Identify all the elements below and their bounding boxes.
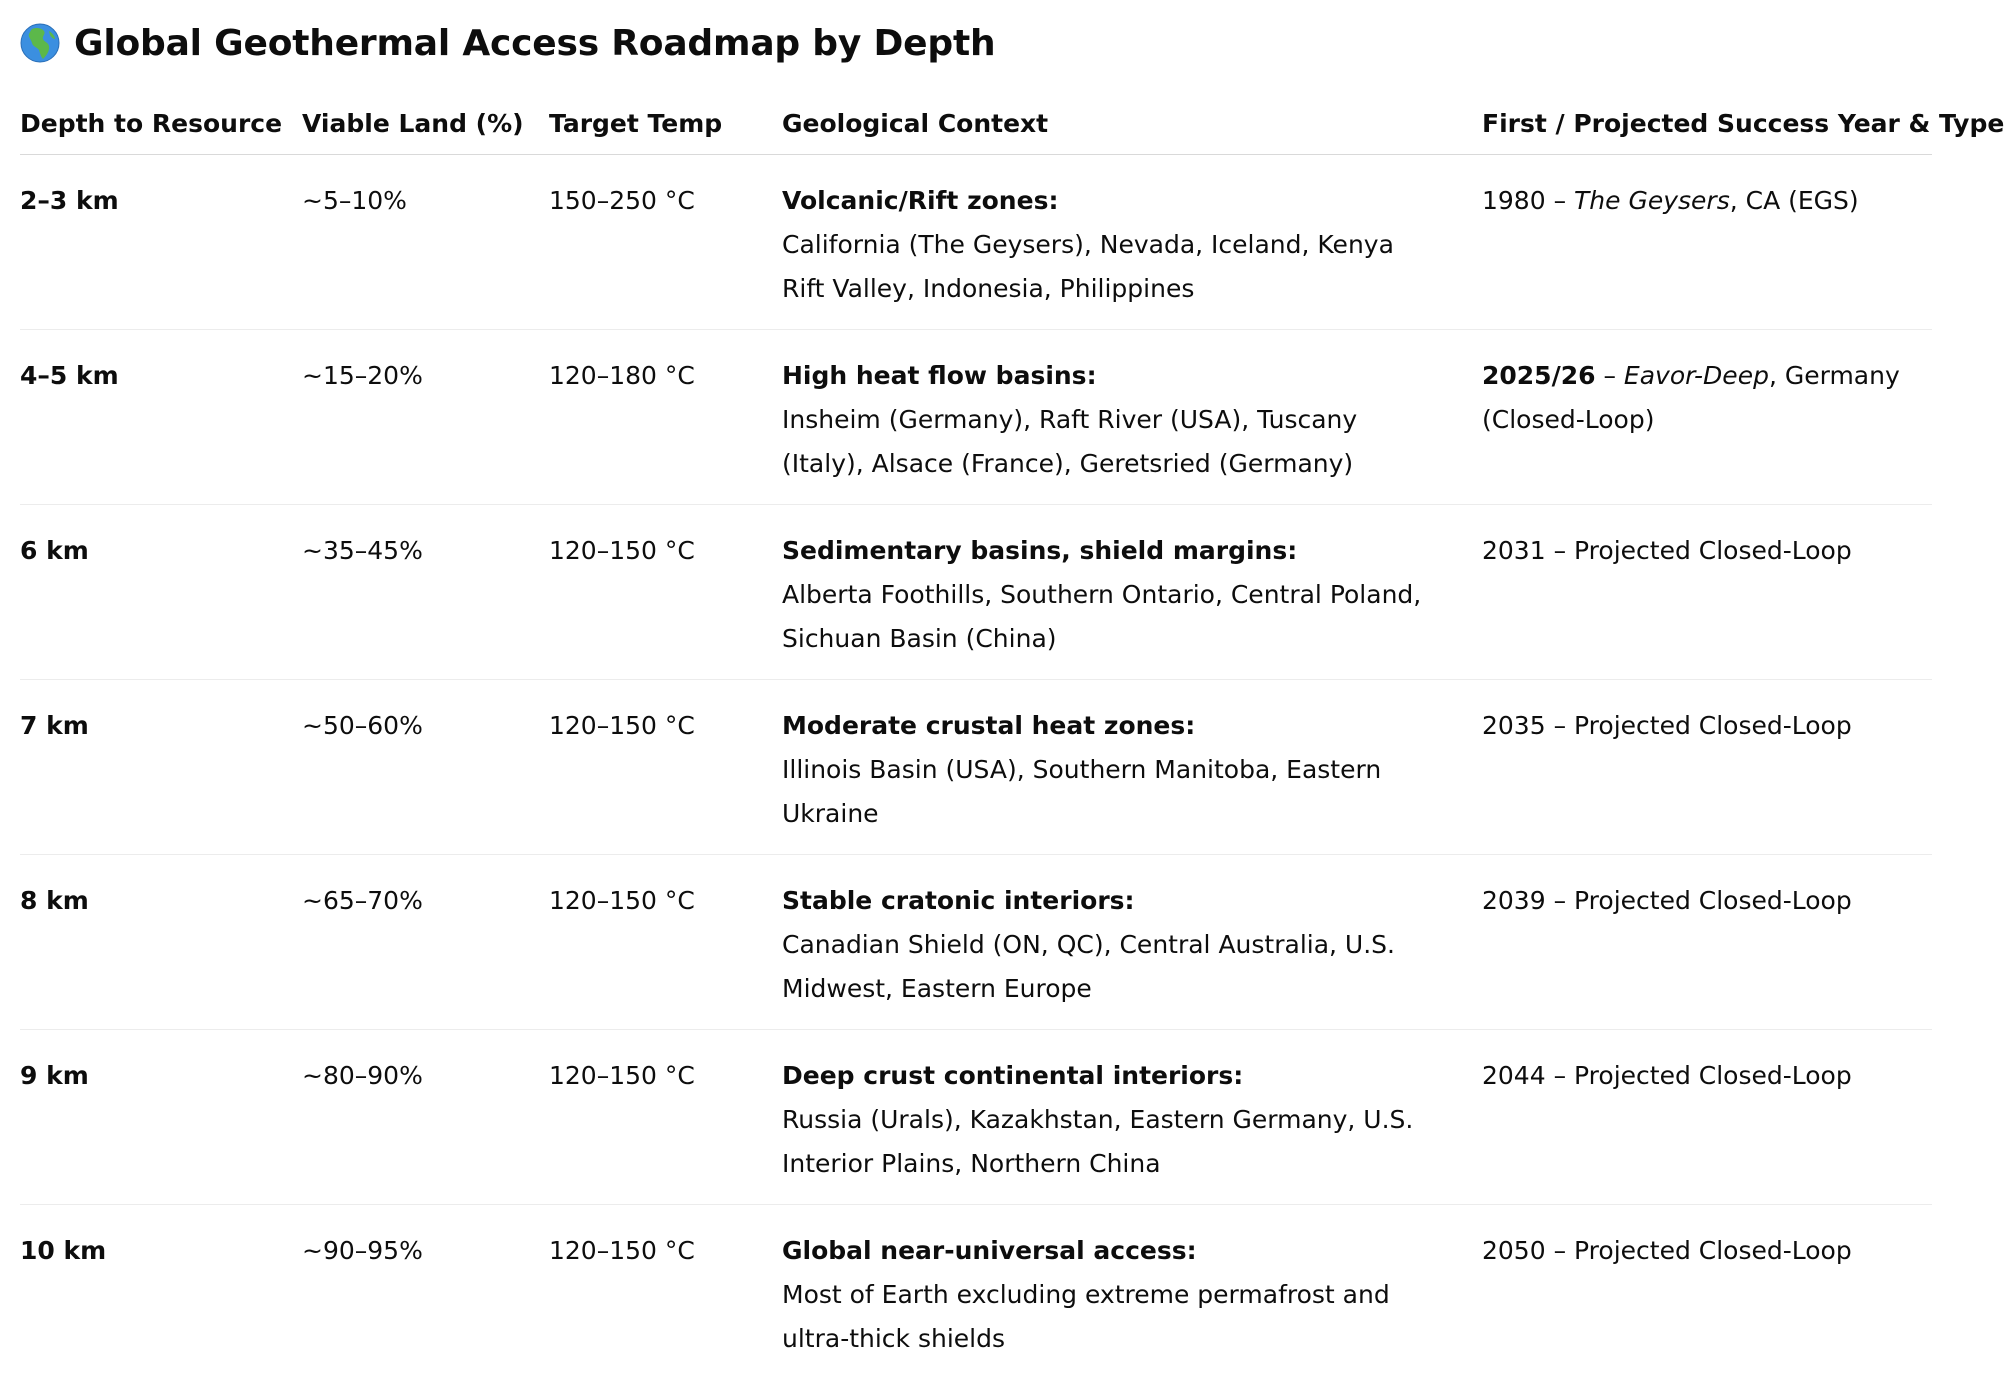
- table-row: [20, 680, 1932, 855]
- region-label: Stable cratonic interiors:: [782, 879, 1426, 923]
- table-header-row: [20, 92, 1932, 155]
- cell-success-year: [1482, 1030, 1932, 1205]
- separator: –: [1546, 186, 1574, 215]
- separator: –: [1546, 886, 1574, 915]
- cell-success-year: [1482, 855, 1932, 1030]
- year: 2031: [1482, 536, 1546, 565]
- region-places: Most of Earth excluding extreme permafrost and ultra-thick shields: [782, 1280, 1390, 1353]
- region-places: California (The Geysers), Nevada, Iceland, Kenya Rift Valley, Indonesia, Philippines: [782, 230, 1394, 303]
- cell-geological-context: [782, 1030, 1482, 1205]
- cell-geological-context: [782, 330, 1482, 505]
- project-detail: Projected Closed-Loop: [1574, 1061, 1852, 1090]
- cell-depth: 4–5 km: [20, 330, 302, 505]
- title-text: Global Geothermal Access Roadmap by Depth: [74, 23, 995, 64]
- cell-target-temp: 120–180 °C: [549, 330, 782, 505]
- region-label: High heat flow basins:: [782, 354, 1426, 398]
- separator: –: [1546, 1061, 1574, 1090]
- cell-viable-land: ~50–60%: [302, 680, 549, 855]
- table-row: [20, 505, 1932, 680]
- cell-target-temp: 120–150 °C: [549, 855, 782, 1030]
- year: 1980: [1482, 186, 1546, 215]
- cell-geological-context: [782, 1205, 1482, 1379]
- cell-depth: 8 km: [20, 855, 302, 1030]
- cell-depth: 9 km: [20, 1030, 302, 1205]
- cell-geological-context: [782, 855, 1482, 1030]
- cell-target-temp: 120–150 °C: [549, 505, 782, 680]
- project-name: Eavor-Deep: [1624, 361, 1769, 390]
- cell-target-temp: 120–150 °C: [549, 1205, 782, 1379]
- header-viable-land: Viable Land (%): [302, 92, 549, 155]
- cell-viable-land: ~35–45%: [302, 505, 549, 680]
- project-detail: Projected Closed-Loop: [1574, 711, 1852, 740]
- separator: –: [1596, 361, 1624, 390]
- table-row: [20, 1030, 1932, 1205]
- cell-success-year: [1482, 155, 1932, 330]
- cell-viable-land: ~65–70%: [302, 855, 549, 1030]
- header-depth: Depth to Resource: [20, 92, 302, 155]
- region-label: Moderate crustal heat zones:: [782, 704, 1426, 748]
- year: 2025/26: [1482, 361, 1596, 390]
- header-geological-context: Geological Context: [782, 92, 1482, 155]
- globe-icon: [20, 23, 60, 63]
- region-label: Sedimentary basins, shield margins:: [782, 529, 1426, 573]
- page-title: [20, 14, 1912, 72]
- roadmap-table: [20, 92, 1932, 1379]
- project-detail: Projected Closed-Loop: [1574, 886, 1852, 915]
- table-row: [20, 330, 1932, 505]
- cell-depth: 2–3 km: [20, 155, 302, 330]
- separator: –: [1546, 711, 1574, 740]
- table-row: [20, 155, 1932, 330]
- region-places: Russia (Urals), Kazakhstan, Eastern Germany, U.S. Interior Plains, Northern China: [782, 1105, 1413, 1178]
- cell-depth: 7 km: [20, 680, 302, 855]
- cell-geological-context: [782, 155, 1482, 330]
- table-row: [20, 1205, 1932, 1379]
- cell-success-year: [1482, 330, 1932, 505]
- cell-viable-land: ~15–20%: [302, 330, 549, 505]
- header-success-year: First / Projected Success Year & Type: [1482, 92, 1932, 155]
- year: 2050: [1482, 1236, 1546, 1265]
- project-detail: Projected Closed-Loop: [1574, 1236, 1852, 1265]
- cell-viable-land: ~80–90%: [302, 1030, 549, 1205]
- cell-success-year: [1482, 680, 1932, 855]
- separator: –: [1546, 1236, 1574, 1265]
- cell-depth: 6 km: [20, 505, 302, 680]
- region-label: Global near-universal access:: [782, 1229, 1426, 1273]
- cell-target-temp: 120–150 °C: [549, 680, 782, 855]
- separator: –: [1546, 536, 1574, 565]
- cell-success-year: [1482, 505, 1932, 680]
- project-detail: Projected Closed-Loop: [1574, 536, 1852, 565]
- table-row: [20, 855, 1932, 1030]
- project-detail: , CA (EGS): [1730, 186, 1859, 215]
- year: 2035: [1482, 711, 1546, 740]
- cell-depth: 10 km: [20, 1205, 302, 1379]
- region-label: Deep crust continental interiors:: [782, 1054, 1426, 1098]
- project-detail: , Germany (Closed-Loop): [1482, 361, 1900, 434]
- cell-target-temp: 120–150 °C: [549, 1030, 782, 1205]
- region-places: Illinois Basin (USA), Southern Manitoba, Eastern Ukraine: [782, 755, 1381, 828]
- project-name: The Geysers: [1574, 186, 1730, 215]
- cell-viable-land: ~5–10%: [302, 155, 549, 330]
- region-label: Volcanic/Rift zones:: [782, 179, 1426, 223]
- cell-geological-context: [782, 505, 1482, 680]
- cell-success-year: [1482, 1205, 1932, 1379]
- year: 2044: [1482, 1061, 1546, 1090]
- cell-target-temp: 150–250 °C: [549, 155, 782, 330]
- region-places: Canadian Shield (ON, QC), Central Australia, U.S. Midwest, Eastern Europe: [782, 930, 1395, 1003]
- cell-geological-context: [782, 680, 1482, 855]
- year: 2039: [1482, 886, 1546, 915]
- region-places: Alberta Foothills, Southern Ontario, Central Poland, Sichuan Basin (China): [782, 580, 1421, 653]
- cell-viable-land: ~90–95%: [302, 1205, 549, 1379]
- header-target-temp: Target Temp: [549, 92, 782, 155]
- region-places: Insheim (Germany), Raft River (USA), Tuscany (Italy), Alsace (France), Geretsried (Germany): [782, 405, 1357, 478]
